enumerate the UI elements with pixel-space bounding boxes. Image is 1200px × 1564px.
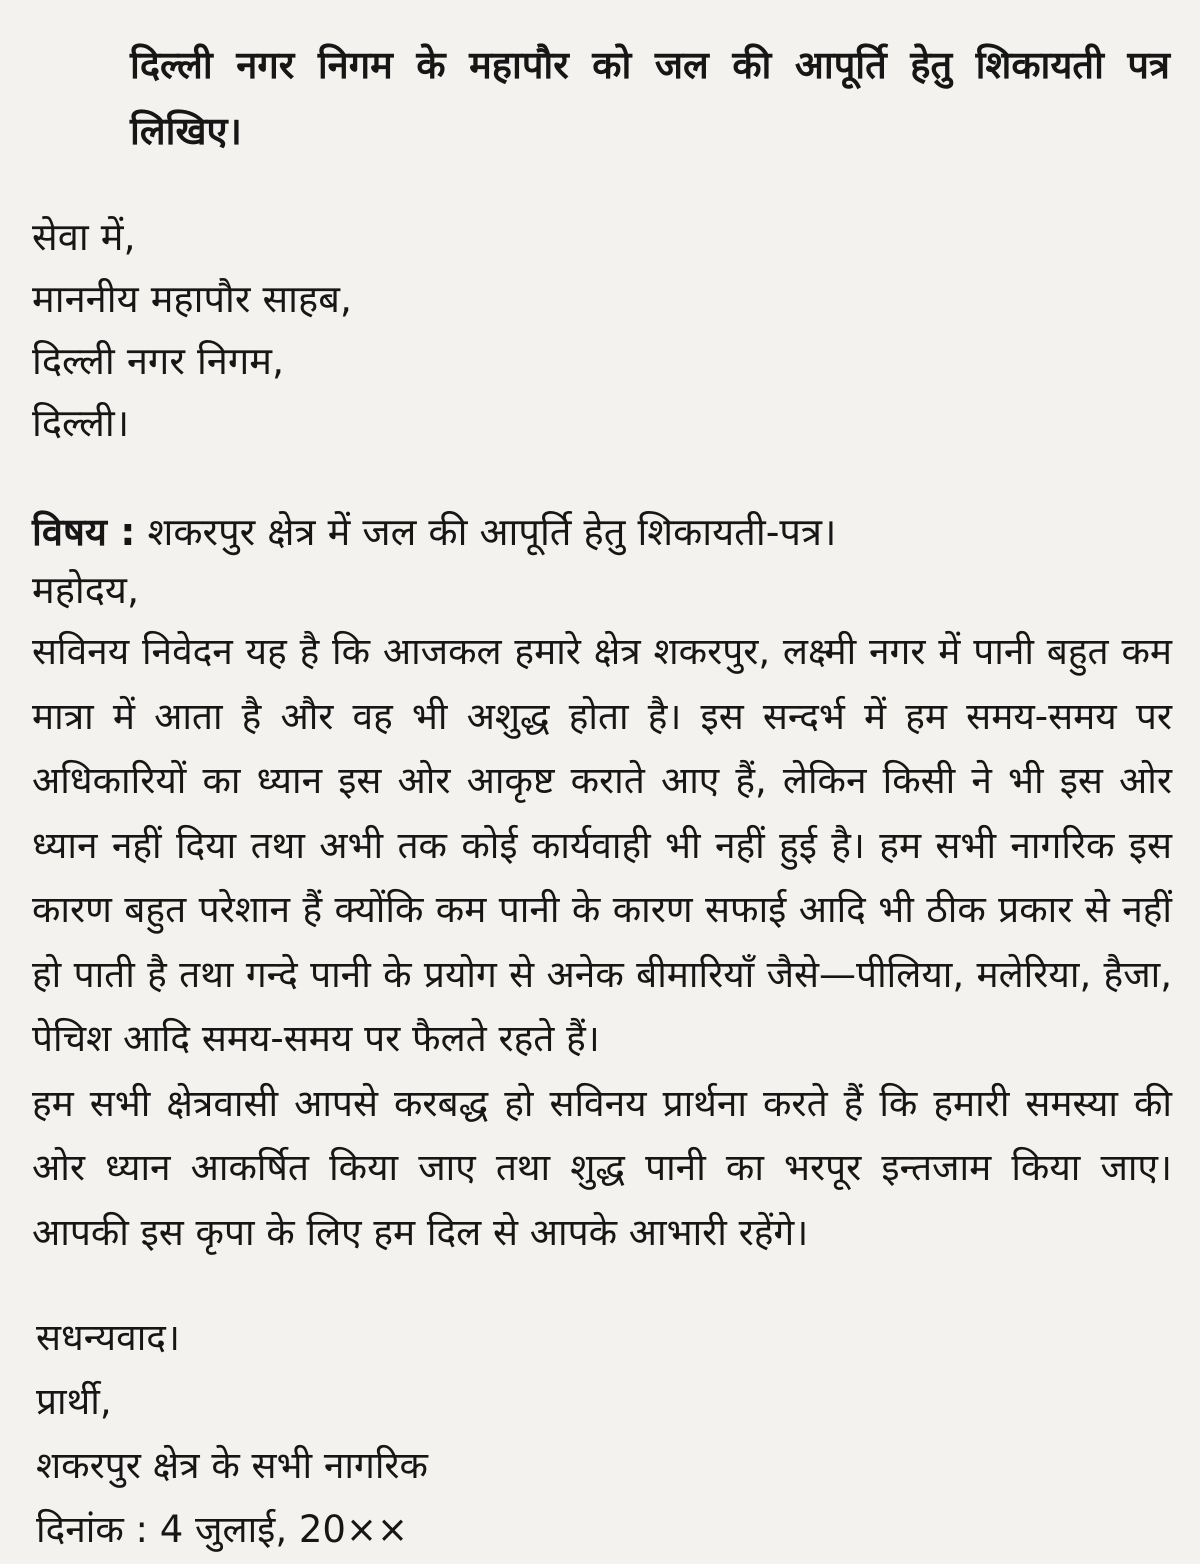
- salutation: महोदय,: [32, 568, 140, 612]
- recipient-address: [32, 206, 632, 454]
- body-paragraph-2: हम सभी क्षेत्रवासी आपसे करबद्ध हो सविनय प्रार्थना करते हैं कि हमारी समस्या की ओर ध्यान आकर्षित किया जाए तथा शुद्ध पानी का भरपूर इन्तजाम किया जाए। आपकी इस कृपा के लिए हम दिल से आपके आभारी रहेंगे।: [32, 1081, 1172, 1254]
- address-line-recipient: माननीय महापौर साहब,: [32, 277, 352, 321]
- letter-date: दिनांक : 4 जुलाई, 20××: [36, 1508, 408, 1551]
- closing-thanks: सधन्यवाद।: [36, 1316, 180, 1359]
- applicant-name: शकरपुर क्षेत्र के सभी नागरिक: [36, 1444, 428, 1487]
- address-line-salutation: सेवा में,: [32, 215, 136, 259]
- subject-text: शकरपुर क्षेत्र में जल की आपूर्ति हेतु शिकायती-पत्र।: [147, 510, 837, 554]
- letter-closing: [36, 1306, 428, 1562]
- subject-line: [32, 500, 1172, 564]
- address-line-organization: दिल्ली नगर निगम,: [32, 339, 285, 383]
- question-heading: दिल्ली नगर निगम के महापौर को जल की आपूर्ति हेतु शिकायती पत्र लिखिए।: [130, 43, 1170, 153]
- applicant-label: प्रार्थी,: [36, 1380, 112, 1423]
- body-paragraph-1: सविनय निवेदन यह है कि आजकल हमारे क्षेत्र शकरपुर, लक्ष्मी नगर में पानी बहुत कम मात्रा में आता है और वह भी अशुद्ध होता है। इस सन्दर्भ में हम समय-समय पर अधिकारियों का ध्यान इस ओर आकृष्ट कराते आए हैं, लेकिन किसी ने भी इस ओर ध्यान नहीं दिया तथा अभी तक कोई कार्यवाही भी नहीं हुई है। हम सभी नागरिक इस कारण बहुत परेशान हैं क्योंकि कम पानी के कारण सफाई आदि भी ठीक प्रकार से नहीं हो पाती है तथा गन्दे पानी के प्रयोग से अनेक बीमारियाँ जैसे—पीलिया, मलेरिया, हैजा, पेचिश आदि समय-समय पर फैलते रहते हैं।: [32, 630, 1172, 1060]
- letter-body: [32, 620, 1172, 1265]
- subject-label: विषय :: [32, 510, 136, 554]
- address-line-city: दिल्ली।: [32, 401, 130, 445]
